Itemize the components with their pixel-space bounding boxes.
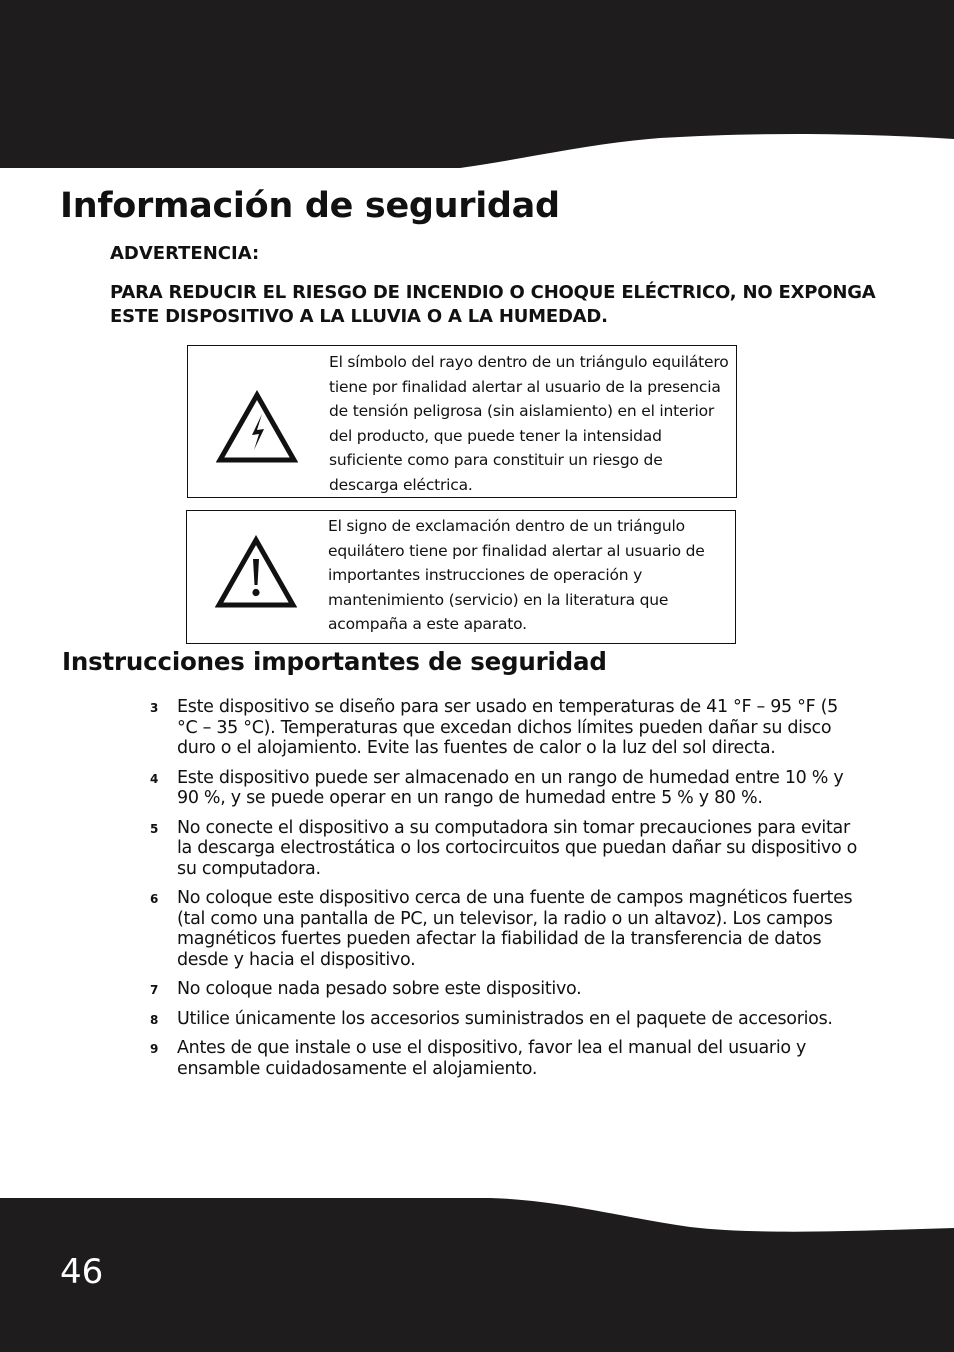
lightning-symbol-text: El símbolo del rayo dentro de un triángulo equilátero tiene por finalidad alertar al usuario de la presencia de tensión peligrosa (sin aislamiento) en el interior del producto, que puede tener la intensidad suficiente como para constituir un riesgo de descarga eléctrica. — [329, 353, 729, 494]
list-item — [150, 697, 862, 759]
warning-text: PARA REDUCIR EL RIESGO DE INCENDIO O CHOQUE ELÉCTRICO, NO EXPONGA ESTE DISPOSITIVO A LA LLUVIA O A LA HUMEDAD. — [110, 282, 876, 327]
item-text: No conecte el dispositivo a su computadora sin tomar precauciones para evitar la descarga electrostática o los cortocircuitos que puedan dañar su dispositivo o su computadora. — [177, 817, 858, 879]
warning-heading: ADVERTENCIA: — [110, 243, 260, 264]
list-item — [150, 888, 862, 970]
item-number: 5 — [150, 821, 159, 836]
page-number: 46 — [60, 1252, 104, 1292]
item-number: 8 — [150, 1012, 159, 1027]
lightning-symbol-box — [187, 345, 737, 498]
item-text: Este dispositivo puede ser almacenado en un rango de humedad entre 10 % y 90 %, y se puede operar en un rango de humedad entre 5 % y 80 %. — [177, 767, 844, 808]
item-number: 4 — [150, 771, 159, 786]
item-text: Este dispositivo se diseño para ser usado en temperaturas de 41 °F – 95 °F (5 °C – 35 °C). Temperaturas que excedan dichos límites pueden dañar su disco duro o el alojamiento. Evite las fuentes de calor o la luz del sol directa. — [177, 697, 838, 758]
list-item — [150, 979, 862, 1000]
item-number: 7 — [150, 983, 159, 997]
exclamation-symbol-box — [186, 510, 736, 644]
page-title: Información de seguridad — [60, 186, 560, 226]
exclamation-symbol-text: El signo de exclamación dentro de un triángulo equilátero tiene por finalidad alertar al usuario de importantes instrucciones de operación y mantenimiento (servicio) en la literatura que acompaña a este aparato. — [328, 517, 705, 633]
lightning-warning-icon — [216, 390, 298, 464]
item-text: Utilice únicamente los accesorios suministrados en el paquete de accesorios. — [177, 1008, 833, 1029]
list-item — [150, 818, 862, 880]
footer-band — [0, 1195, 954, 1352]
item-number: 3 — [150, 701, 159, 715]
list-item — [150, 1009, 862, 1030]
item-text: No coloque este dispositivo cerca de una fuente de campos magnéticos fuertes (tal como una pantalla de PC, un televisor, la radio o un altavoz). Los campos magnéticos fuertes pueden afectar la fiabilidad de la transferencia de datos desde y hacia el dispositivo. — [177, 888, 853, 970]
item-text: Antes de que instale o use el dispositivo, favor lea el manual del usuario y ensamble cuidadosamente el alojamiento. — [177, 1038, 807, 1079]
item-number: 6 — [150, 892, 159, 906]
list-item — [150, 1038, 862, 1079]
header-band — [0, 0, 954, 175]
list-item — [150, 768, 862, 809]
item-text: No coloque nada pesado sobre este dispositivo. — [177, 979, 582, 999]
section-title: Instrucciones importantes de seguridad — [62, 647, 607, 676]
item-number: 9 — [150, 1042, 159, 1056]
exclamation-warning-icon — [215, 535, 297, 609]
instructions-list — [150, 697, 862, 1088]
